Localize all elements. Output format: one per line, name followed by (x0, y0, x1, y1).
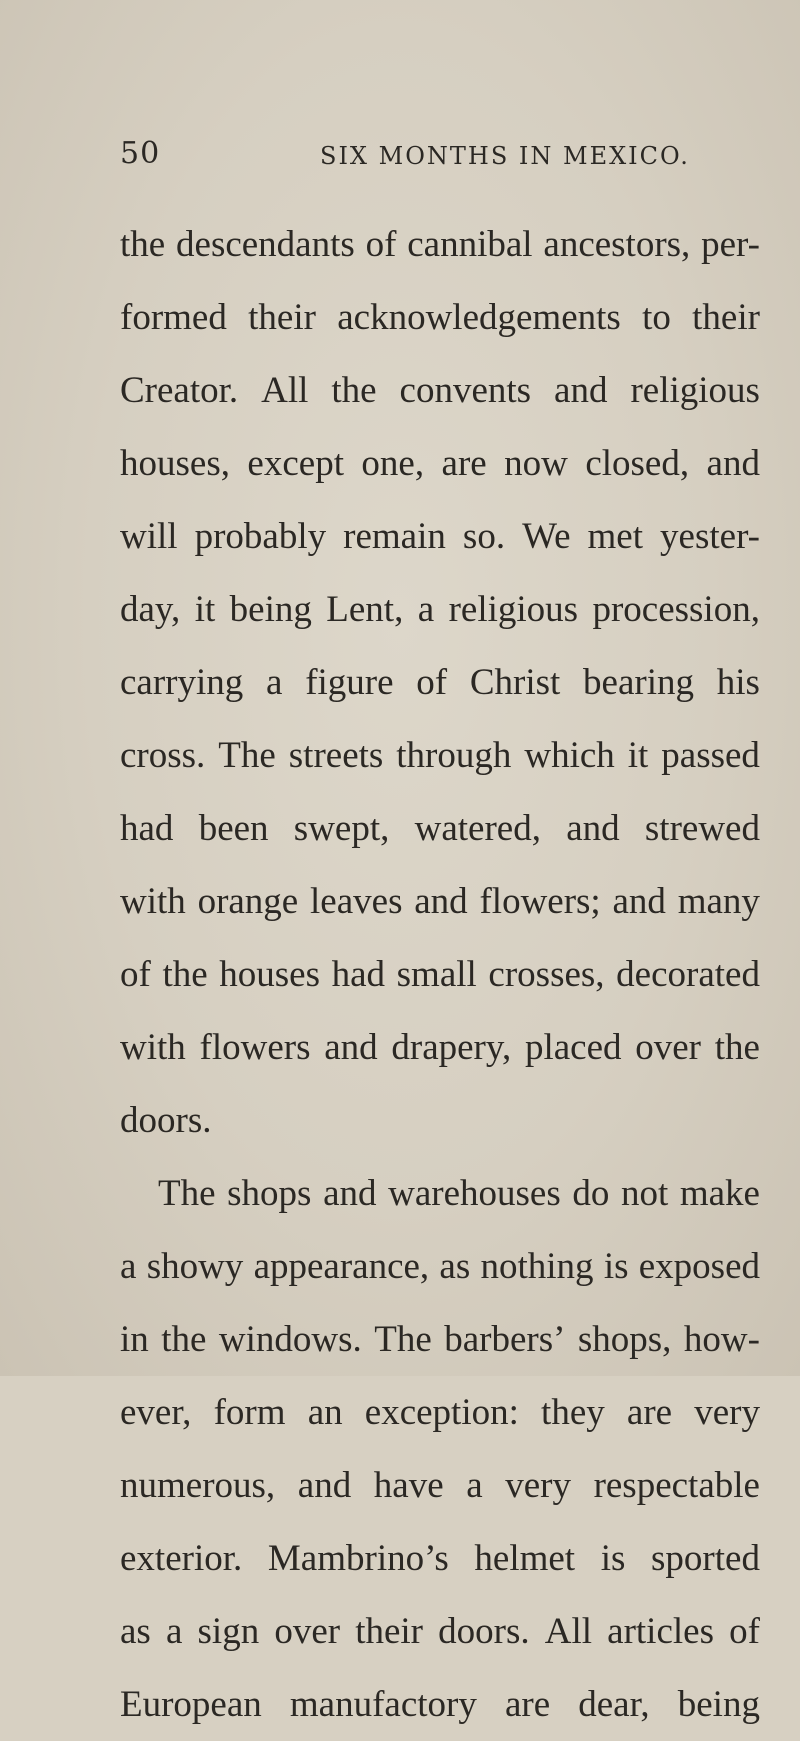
word: passed (661, 735, 760, 776)
word: ancestors, (543, 224, 691, 265)
word: of (416, 662, 448, 703)
word: which (524, 735, 615, 776)
word: and (612, 881, 666, 922)
word: closed, (585, 443, 690, 484)
word: have (373, 1465, 444, 1506)
word: of (729, 1611, 760, 1652)
word: of (365, 224, 397, 265)
text-line (120, 1449, 760, 1522)
text-line (120, 938, 760, 1011)
word: shops, (577, 1319, 672, 1360)
word: The (374, 1319, 432, 1360)
word: to (642, 297, 671, 338)
word: of (120, 954, 151, 995)
word: dear, (578, 1684, 650, 1725)
word: their (692, 297, 760, 338)
word: placed (524, 1027, 622, 1068)
text-line (120, 1522, 760, 1595)
word: per- (701, 224, 760, 265)
word: will (120, 516, 178, 557)
word: European (120, 1684, 262, 1725)
word: respectable (593, 1465, 760, 1506)
word: over (635, 1027, 701, 1068)
word: make (679, 1173, 760, 1214)
word: a (165, 1611, 183, 1652)
word: shops (227, 1173, 312, 1214)
word: sported (651, 1538, 760, 1579)
word: religious (448, 589, 579, 630)
word: houses, (120, 443, 230, 484)
word: they (541, 1392, 605, 1433)
word: probably (194, 516, 327, 557)
word: numerous, (120, 1465, 276, 1506)
word: crosses, (488, 954, 605, 995)
word: in (120, 1319, 149, 1360)
word: through (396, 735, 512, 776)
word: religious (630, 370, 760, 411)
word: sign (197, 1611, 260, 1652)
word: their (355, 1611, 424, 1652)
word: warehouses (388, 1173, 561, 1214)
word: exposed (638, 1246, 760, 1287)
text-line (120, 208, 760, 281)
word: Creator. (120, 370, 239, 411)
word: streets (288, 735, 384, 776)
word: manufactory (289, 1684, 477, 1725)
word: an (307, 1392, 343, 1433)
word: cross. (120, 735, 206, 776)
word: yester- (660, 516, 760, 557)
word: with (120, 1027, 186, 1068)
word: a (266, 662, 283, 703)
text-line-content: doors. (120, 1100, 212, 1141)
running-head (120, 128, 760, 178)
word: and (566, 808, 620, 849)
word: are (626, 1392, 673, 1433)
text-line (120, 281, 760, 354)
word: formed (120, 297, 227, 338)
word: it (194, 589, 216, 630)
word: the (162, 954, 208, 995)
word: exterior. (120, 1538, 243, 1579)
word: are (441, 443, 487, 484)
word: Lent, (326, 589, 404, 630)
word: as (439, 1246, 471, 1287)
word: are (504, 1684, 551, 1725)
word: the (120, 224, 166, 265)
word: a (417, 589, 435, 630)
word: and (323, 1173, 377, 1214)
word: and (324, 1027, 378, 1068)
word: met (587, 516, 644, 557)
word: not (620, 1173, 669, 1214)
word: except (247, 443, 344, 484)
word: his (716, 662, 760, 703)
word: ever, (120, 1392, 192, 1433)
word: Christ (469, 662, 561, 703)
word: and (414, 881, 468, 922)
word: procession, (592, 589, 760, 630)
word: barbers’ (444, 1319, 566, 1360)
word: flowers; (479, 881, 601, 922)
text-line (120, 1303, 760, 1376)
word: over (274, 1611, 341, 1652)
text-line (120, 1668, 760, 1741)
word: convents (399, 370, 532, 411)
word: as (120, 1611, 151, 1652)
text-line (120, 427, 760, 500)
word: had (120, 808, 174, 849)
word: and (297, 1465, 352, 1506)
word: drapery, (391, 1027, 512, 1068)
word: being (677, 1684, 760, 1725)
word: being (229, 589, 312, 630)
word: do (572, 1173, 610, 1214)
word: exception: (364, 1392, 519, 1433)
word: bearing (583, 662, 694, 703)
word: many (677, 881, 760, 922)
word: showy (146, 1246, 244, 1287)
text-line (120, 500, 760, 573)
text-line (120, 792, 760, 865)
word: windows. (218, 1319, 362, 1360)
word: strewed (644, 808, 760, 849)
word: Mambrino’s (267, 1538, 449, 1579)
text-line (120, 573, 760, 646)
word: decorated (616, 954, 760, 995)
word: is (603, 1246, 629, 1287)
word: nothing (480, 1246, 594, 1287)
word: flowers (199, 1027, 311, 1068)
running-title: SIX MONTHS IN MEXICO. (320, 142, 690, 170)
word: and (554, 370, 608, 411)
word: and (706, 443, 760, 484)
text-line (120, 865, 760, 938)
word: very (505, 1465, 571, 1506)
text-line (120, 354, 760, 427)
word: remain (343, 516, 446, 557)
word: is (600, 1538, 626, 1579)
word: one, (361, 443, 425, 484)
word: swept, (293, 808, 390, 849)
word: form (213, 1392, 286, 1433)
word: so. (462, 516, 506, 557)
word: We (522, 516, 571, 557)
word: cannibal (407, 224, 533, 265)
word: articles (607, 1611, 714, 1652)
text-line (120, 1157, 760, 1230)
word: leaves (310, 881, 403, 922)
word: carrying (120, 662, 244, 703)
word: All (261, 370, 309, 411)
word: descendants (176, 224, 355, 265)
word: had (331, 954, 386, 995)
text-line (120, 1595, 760, 1668)
text-line (120, 1011, 760, 1084)
word: now (504, 443, 568, 484)
word: houses (219, 954, 320, 995)
body-text (120, 208, 760, 1741)
word: a (120, 1246, 137, 1287)
word: their (248, 297, 316, 338)
word: the (331, 370, 377, 411)
text-line (120, 719, 760, 792)
text-line (120, 1084, 760, 1157)
word: The (218, 735, 276, 776)
word: The (158, 1173, 216, 1214)
word: it (627, 735, 649, 776)
word: a (466, 1465, 483, 1506)
text-line (120, 646, 760, 719)
word: been (198, 808, 269, 849)
word: with (120, 881, 186, 922)
word: how- (683, 1319, 760, 1360)
word: All (544, 1611, 593, 1652)
word: day, (120, 589, 181, 630)
text-line (120, 1376, 760, 1449)
word: very (694, 1392, 760, 1433)
word: helmet (474, 1538, 576, 1579)
word: orange (197, 881, 299, 922)
word: acknowledgements (337, 297, 621, 338)
word: the (161, 1319, 207, 1360)
word: small (396, 954, 477, 995)
word: figure (305, 662, 394, 703)
word: appearance, (253, 1246, 430, 1287)
word: doors. (438, 1611, 530, 1652)
word: the (714, 1027, 760, 1068)
word: watered, (414, 808, 541, 849)
text-line (120, 1230, 760, 1303)
page-number: 50 (120, 136, 161, 171)
